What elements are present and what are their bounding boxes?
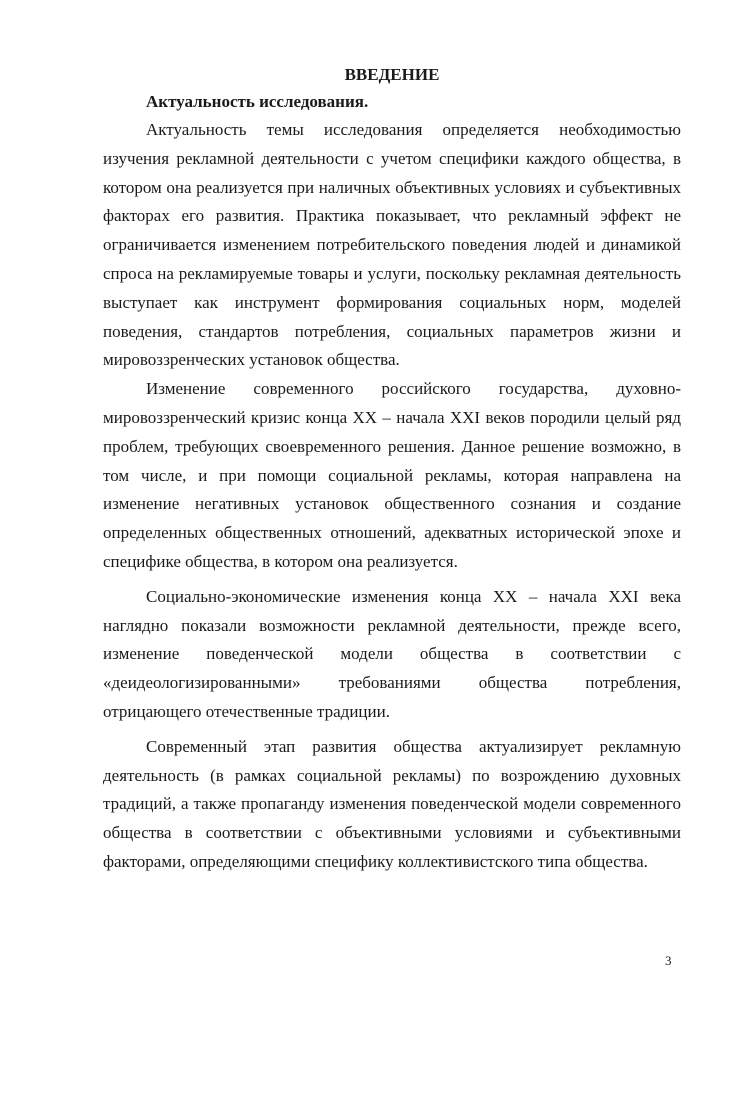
paragraph-1: Актуальность темы исследования определяется необходимостью изучения рекламной деятельности с учетом специфики каждого общества, в котором она реализуется при наличных объективных условиях и субъективных факторах его развития. Практика показывает, что рекламный эффект не ограничивается изменением потребительского поведения людей и динамикой спроса на рекламируемые товары и услуги, поскольку рекламная деятельность выступает как инструмент формирования социальных норм, моделей поведения, стандартов потребления, социальных параметров жизни и мировоззренческих установок общества. (103, 120, 681, 370)
section-heading: ВВЕДЕНИЕ (344, 65, 440, 84)
page-number: 3 (665, 953, 672, 968)
document-body (103, 62, 681, 877)
paragraph-2: Изменение современного российского государства, духовно-мировоззренческий кризис конца XX – начала XXI веков породили целый ряд проблем, требующих своевременного решения. Данное решение возможно, в том числе, и при помощи социальной рекламы, которая направлена на изменение негативных установок общественного сознания и создание определенных общественных отношений, адекватных исторической эпохе и специфике общества, в котором она реализуется. (103, 379, 681, 571)
paragraph-3: Социально-экономические изменения конца XX – начала XXI века наглядно показали возможности рекламной деятельности, прежде всего, изменение поведенческой модели общества в соответствии с «деидеологизированными» требованиями общества потребления, отрицающего отечественные традиции. (103, 586, 681, 721)
paragraph-4: Современный этап развития общества актуализирует рекламную деятельность (в рамках социальной рекламы) по возрождению духовных традиций, а также пропаганду изменения поведенческой модели современного общества в соответствии с объективными условиями и субъективными факторами, определяющими специфику коллективистского типа общества. (103, 736, 681, 871)
section-subheading: Актуальность исследования. (146, 92, 369, 111)
